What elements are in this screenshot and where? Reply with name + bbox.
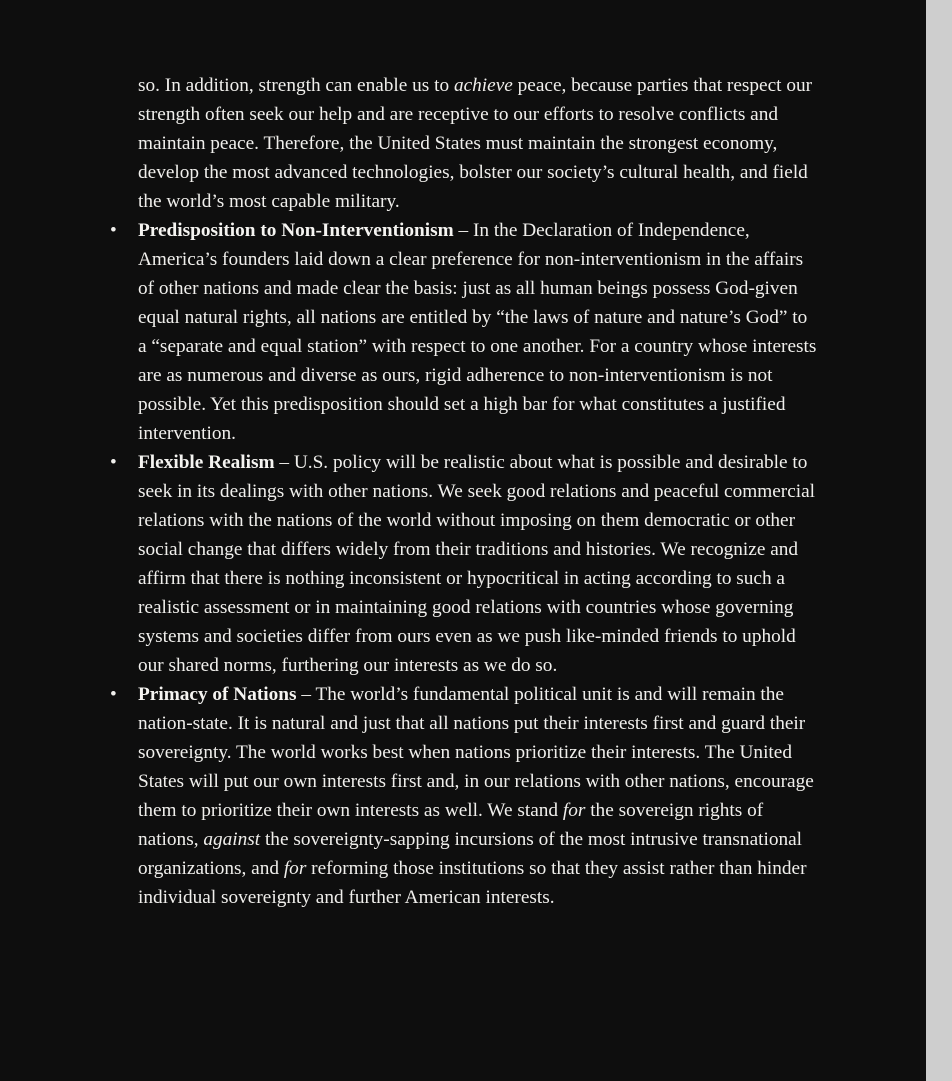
bullet-term: Predisposition to Non-Interventionism [138, 220, 454, 241]
list-item [110, 448, 817, 680]
bullet-list [110, 216, 817, 912]
bullet-icon: • [110, 684, 117, 705]
text-run: – The world’s fundamental political unit is and will remain the nation-state. It is natural and just that all nations put their interests first and guard their sovereignty. The world works best when nations prioritize their interests. The United States will put our own interests first and, in our relations with other nations, encourage them to prioritize their own interests as well. We stand [138, 684, 814, 821]
text-run: – U.S. policy will be realistic about what is possible and desirable to seek in its dealings with other nations. We seek good relations and peaceful commercial relations with the nations of the world without imposing on them democratic or other social change that differs widely from their traditions and histories. We recognize and affirm that there is nothing inconsistent or hypocritical in acting according to such a realistic assessment or in maintaining good relations with countries whose governing systems and societies differ from ours even as we push like-minded friends to uphold our shared norms, furthering our interests as we do so. [138, 452, 816, 676]
text-run-italic: achieve [453, 75, 513, 96]
text-run: reforming those institutions so that they assist rather than hinder individual sovereignty and further American interests. [138, 858, 807, 908]
scrollbar-track[interactable] [926, 0, 952, 1081]
text-run-italic: against [203, 829, 261, 850]
text-run: – In the Declaration of Independence, America’s founders laid down a clear preference for non-interventionism in the affairs of other nations and made clear the basis: just as all human beings possess God-given equal natural rights, all nations are entitled by “the laws of nature and nature’s God” to a “separate and equal station” with respect to one another. For a country whose interests are as numerous and diverse as ours, rigid adherence to non-interventionism is not possible. Yet this predisposition should set a high bar for what constitutes a justified intervention. [138, 220, 817, 444]
text-run: the sovereignty-sapping incursions of the most intrusive transnational organizations, and [138, 829, 803, 879]
bullet-icon: • [110, 220, 117, 241]
list-item [110, 680, 817, 912]
text-run: peace, because parties that respect our strength often seek our help and are receptive to our efforts to resolve conflicts and maintain peace. Therefore, the United States must maintain the strongest economy, develop the most advanced technologies, bolster our society’s cultural health, and field the world’s most capable military. [138, 75, 813, 212]
continuation-paragraph [138, 71, 817, 216]
bullet-term: Flexible Realism [138, 452, 275, 473]
bullet-term: Primacy of Nations [138, 684, 297, 705]
bullet-icon: • [110, 452, 117, 473]
document-text-column [110, 71, 817, 912]
text-run-italic: for [283, 858, 307, 879]
text-run: the sovereign rights of nations, [138, 800, 764, 850]
text-run: so. In addition, strength can enable us to [138, 75, 454, 96]
text-run-italic: for [562, 800, 586, 821]
list-item [110, 216, 817, 448]
